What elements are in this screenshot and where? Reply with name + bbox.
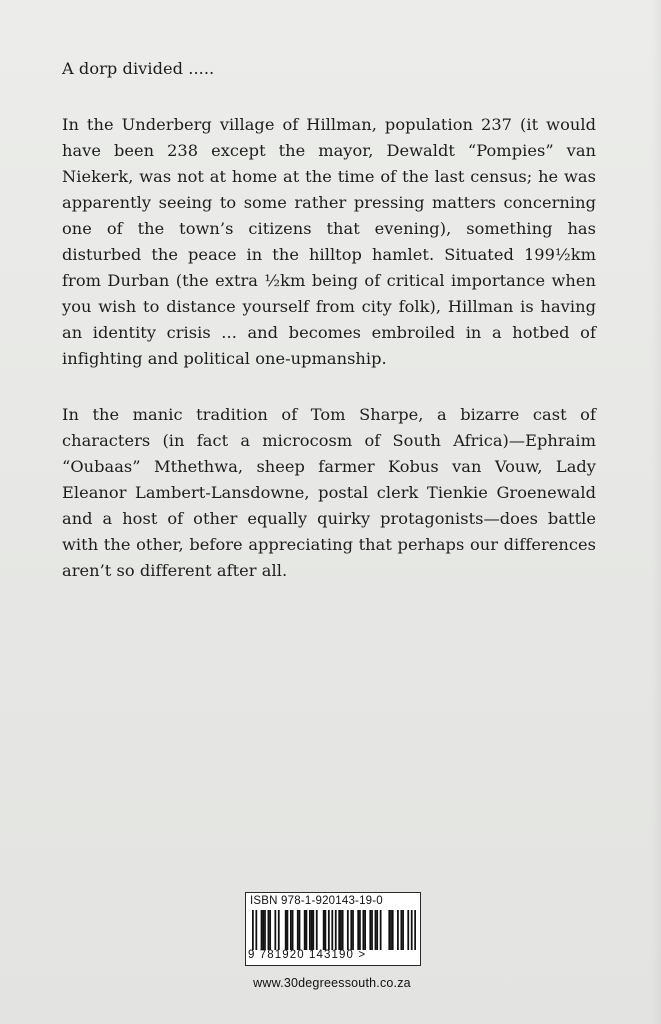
- barcode-bar: [278, 910, 280, 950]
- barcode-bar: [325, 910, 327, 950]
- barcode-bar: [338, 910, 340, 950]
- barcode-bar: [331, 910, 333, 950]
- barcode-bar: [252, 910, 254, 950]
- barcode-bar: [375, 910, 377, 950]
- barcode-bar: [347, 910, 349, 950]
- barcode-bar: [323, 910, 325, 950]
- barcode-bar: [400, 910, 402, 950]
- blurb-paragraph-1: In the Underberg village of Hillman, population 237 (it would have been 238 except the mayor, Dewaldt “Pompies” van Niekerk, was not at home at the time of the last census; he was apparently seeing to some rather pressing matters concerning one of the town’s citizens that evening), something has disturbed the peace in the hilltop hamlet. Situated 199½km from Durban (the extra ½km being of critical importance when you wish to distance yourself from city folk), Hillman is having an identity crisis ... and becomes embroiled in a hotbed of infighting and political one-upmanship.: [62, 115, 596, 368]
- barcode-digits: 9 781920 143190 >: [248, 949, 367, 961]
- blurb-text: [62, 56, 596, 614]
- barcode-bar: [414, 910, 416, 950]
- barcode-bar: [292, 910, 294, 950]
- barcode-bar: [304, 910, 306, 950]
- barcode-bar: [269, 910, 271, 950]
- barcode-bar: [350, 910, 352, 950]
- barcode-bar: [357, 910, 359, 950]
- barcode-bar: [352, 910, 354, 950]
- barcode-bar: [369, 910, 371, 950]
- barcode-bar: [285, 910, 287, 950]
- barcode-bar: [306, 910, 308, 950]
- barcode-bar: [390, 910, 392, 950]
- barcode-bar: [407, 910, 409, 950]
- barcode-bar: [290, 910, 292, 950]
- barcode-bar: [311, 910, 313, 950]
- barcode-bar: [376, 910, 378, 950]
- barcode-bar: [261, 910, 263, 950]
- barcode-bar: [342, 910, 344, 950]
- barcode-bar: [264, 910, 266, 950]
- barcode-bar: [388, 910, 390, 950]
- barcode-bars: [252, 910, 416, 950]
- barcode-bar: [362, 910, 364, 950]
- barcode-bar: [312, 910, 314, 950]
- barcode-bar: [262, 910, 264, 950]
- blurb-paragraph-2: In the manic tradition of Tom Sharpe, a bizarre cast of characters (in fact a microcosm of South Africa)—Ephraim “Oubaas” Mthethwa, sheep farmer Kobus van Vouw, Lady Eleanor Lambert-Lansdowne, postal clerk Tienkie Groenewald and a host of other equally quirky protagonists—does battle with the other, before appreciating that perhaps our differences aren’t so different after all.: [62, 405, 596, 580]
- barcode-bar: [397, 910, 399, 950]
- barcode-bar: [380, 910, 382, 950]
- barcode-bar: [359, 910, 361, 950]
- barcode-bar: [364, 910, 366, 950]
- barcode-bar: [287, 910, 289, 950]
- barcode-bar: [340, 910, 342, 950]
- barcode-bar: [411, 910, 413, 950]
- blurb-opening-line: A dorp divided .....: [62, 59, 215, 78]
- barcode-bar: [255, 910, 257, 950]
- barcode-bar: [297, 910, 299, 950]
- isbn-barcode: [245, 892, 421, 966]
- publisher-website: www.30degreessouth.co.za: [253, 976, 411, 990]
- barcode-bar: [268, 910, 270, 950]
- barcode-bar: [316, 910, 318, 950]
- barcode-bar: [335, 910, 337, 950]
- barcode-bar: [328, 910, 330, 950]
- barcode-bar: [402, 910, 404, 950]
- barcode-bar: [371, 910, 373, 950]
- barcode-bar: [309, 910, 311, 950]
- isbn-label: ISBN 978-1-920143-19-0: [250, 895, 383, 907]
- barcode-bar: [299, 910, 301, 950]
- barcode-bar: [274, 910, 276, 950]
- barcode-bar: [392, 910, 394, 950]
